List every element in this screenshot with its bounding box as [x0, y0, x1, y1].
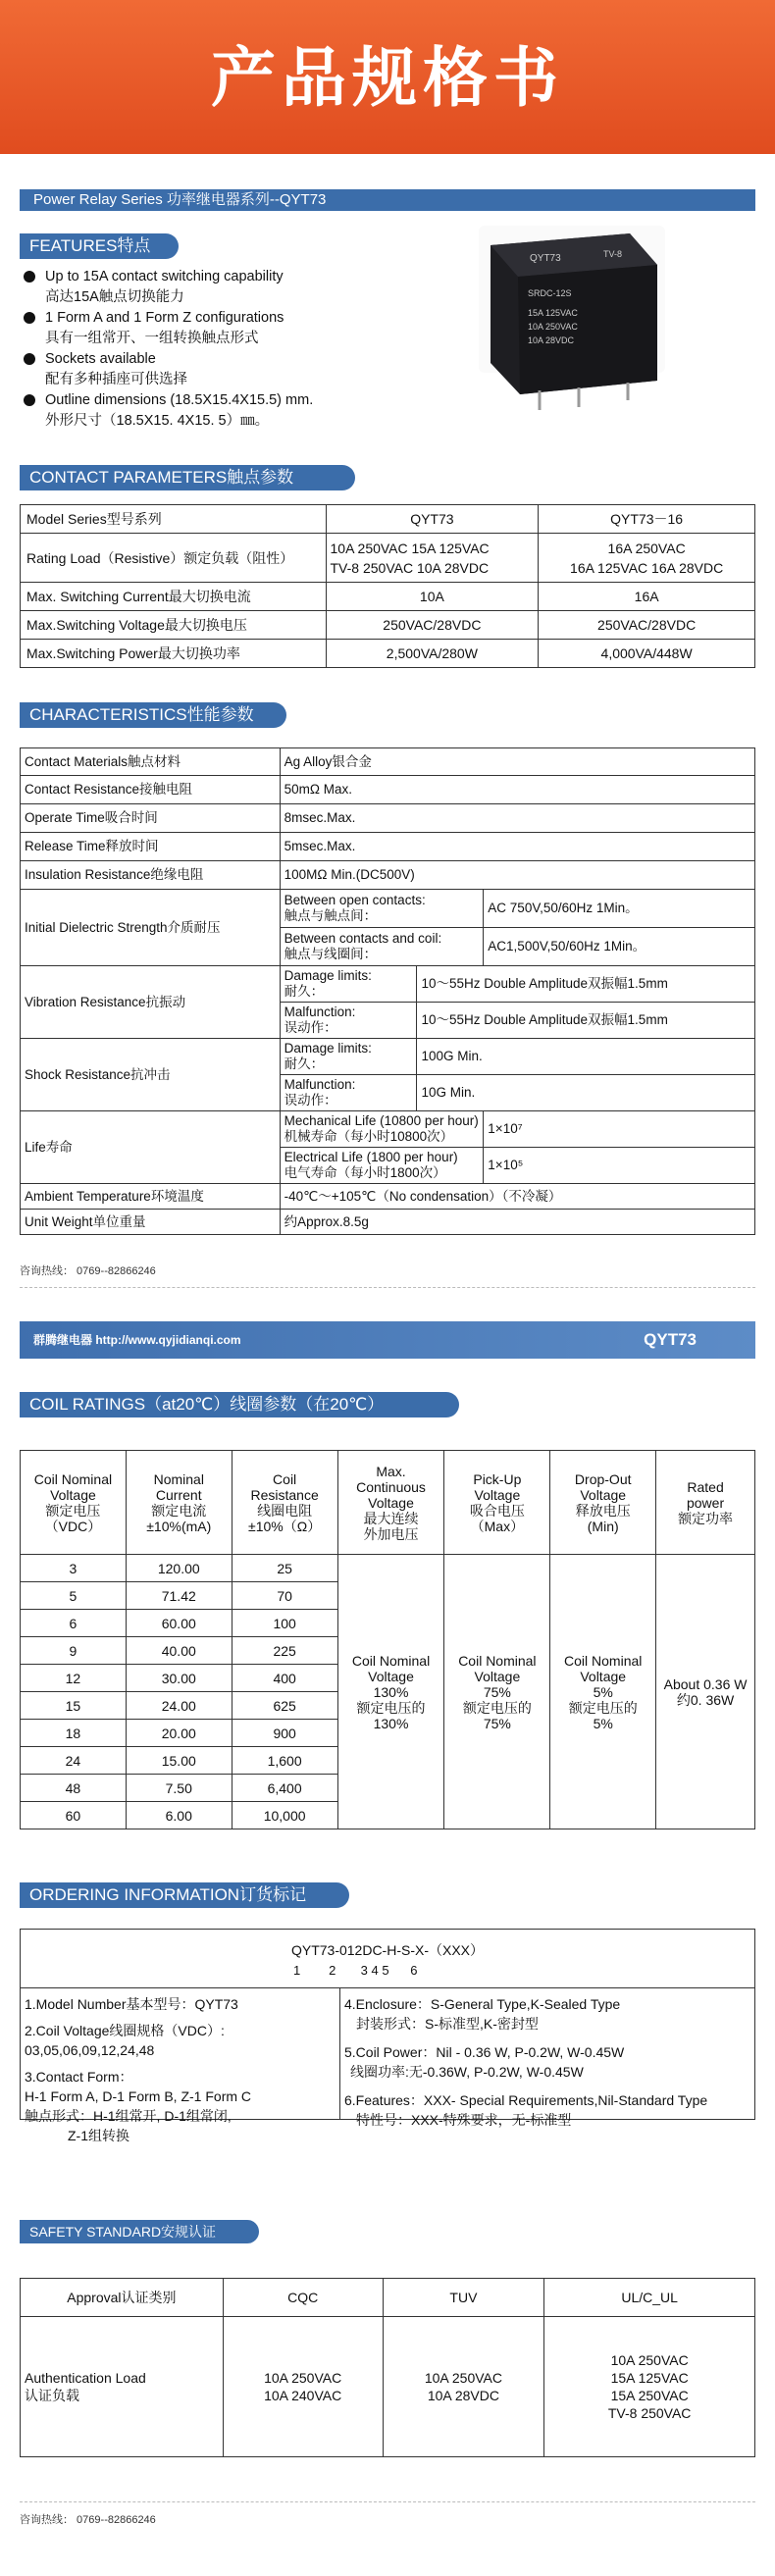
ordering-left: 1.Model Number基本型号：QYT73 2.Coil Voltage线圈规格（VDC）: 03,05,06,09,12,24,48 3.Contact Form： H-1 Form A, D-1 Form B, Z-1 Form C 触点形式：H-1组常开, D-1组常闭, Z-1组转换	[25, 1996, 252, 2143]
table-cell: Authentication Load 认证负载	[21, 2317, 224, 2457]
table-cell: 16A 250VAC 16A 125VAC 16A 28VDC	[539, 534, 755, 583]
table-cell: Coil Nominal Voltage 5% 额定电压的 5%	[550, 1555, 656, 1829]
page-title: 产品规格书	[211, 40, 564, 116]
divider	[20, 1287, 755, 1288]
table-cell: 10A 250VAC 15A 125VAC 15A 250VAC TV-8 250VAC	[544, 2317, 755, 2457]
ordering-right: 4.Enclosure：S-General Type,K-Sealed Type 封装形式：S-标准型,K-密封型 5.Coil Power：Nil - 0.36 W, P-0.2W, W-0.45W 线圈功率:无-0.36W, P-0.2W, W-0.45W 6.Features：XXX- Special Requirements,Nil-Standard Type 特性号：XXX-特殊要求，无-标准型	[344, 1996, 708, 2128]
table-cell: Approval认证类别	[21, 2279, 224, 2317]
table-cell: Rated power 额定功率	[656, 1451, 755, 1555]
ordering-heading: ORDERING INFORMATION订货标记	[20, 1882, 349, 1908]
table-cell: 约Approx.8.5g	[280, 1210, 754, 1235]
table-cell: Malfunction: 误动作：	[280, 1075, 417, 1111]
table-cell: UL/C_UL	[544, 2279, 755, 2317]
svg-text:TV-8: TV-8	[603, 249, 623, 259]
table-cell: Mechanical Life (10800 per hour) 机械寿命（每小时10800次）	[280, 1111, 484, 1148]
model-label: QYT73	[644, 1330, 697, 1349]
coil-table	[20, 1450, 755, 1829]
bullet-icon	[24, 271, 35, 283]
safety-table	[20, 2278, 755, 2457]
table-cell: 60	[21, 1802, 127, 1829]
table-cell: QYT73－16	[539, 505, 755, 534]
table-cell: 60.00	[126, 1610, 232, 1637]
table-cell: 3	[21, 1555, 127, 1582]
table-cell: Initial Dielectric Strength介质耐压	[21, 890, 281, 966]
relay-product-image	[461, 226, 667, 412]
table-cell: 15.00	[126, 1747, 232, 1775]
svg-text:10A 28VDC: 10A 28VDC	[528, 335, 575, 345]
table-cell: 10～55Hz Double Amplitude双振幅1.5mm	[417, 1003, 755, 1039]
table-cell: Contact Resistance接触电阻	[21, 776, 281, 804]
table-row	[21, 611, 755, 640]
table-cell: Max.Switching Power最大切换功率	[21, 640, 327, 668]
table-cell: 1×10⁵	[484, 1148, 755, 1184]
table-cell: 70	[232, 1582, 337, 1610]
table-header-row	[21, 2279, 755, 2317]
table-cell: 7.50	[126, 1775, 232, 1802]
table-cell: 1×10⁷	[484, 1111, 755, 1148]
table-cell: 10～55Hz Double Amplitude双振幅1.5mm	[417, 966, 755, 1003]
feature-item: 1 Form A and 1 Form Z configurations 具有一组常开、一组转换触点形式	[22, 308, 473, 349]
table-cell: About 0.36 W 约0. 36W	[656, 1555, 755, 1829]
features-heading: FEATURES特点	[20, 233, 179, 259]
table-cell: 10A 250VAC 10A 240VAC	[223, 2317, 383, 2457]
table-cell: Max.Switching Voltage最大切换电压	[21, 611, 327, 640]
table-cell: Unit Weight单位重量	[21, 1210, 281, 1235]
table-row	[21, 505, 755, 534]
table-cell: Coil Nominal Voltage 75% 额定电压的 75%	[444, 1555, 550, 1829]
table-cell: Max. Continuous Voltage 最大连续 外加电压	[337, 1451, 444, 1555]
table-row	[21, 1111, 755, 1148]
table-cell: 18	[21, 1720, 127, 1747]
feature-item: Sockets available 配有多种插座可供选择	[22, 349, 473, 390]
table-cell: 6,400	[232, 1775, 337, 1802]
table-cell: Max. Switching Current最大切换电流	[21, 583, 327, 611]
table-cell: 30.00	[126, 1665, 232, 1692]
table-cell: Nominal Current 额定电流 ±10%(mA)	[126, 1451, 232, 1555]
divider	[339, 1988, 340, 2119]
table-row	[21, 1184, 755, 1210]
table-cell: QYT73	[326, 505, 539, 534]
table-cell: Operate Time吸合时间	[21, 804, 281, 833]
contact-heading: CONTACT PARAMETERS触点参数	[20, 465, 355, 490]
table-cell: -40℃～+105℃（No condensation）（不冷凝）	[280, 1184, 754, 1210]
table-row	[21, 748, 755, 776]
series-bar: Power Relay Series 功率继电器系列--QYT73	[20, 189, 755, 211]
table-cell: Ambient Temperature环境温度	[21, 1184, 281, 1210]
table-cell: 120.00	[126, 1555, 232, 1582]
table-cell: AC 750V,50/60Hz 1Min。	[484, 890, 755, 928]
table-cell: 900	[232, 1720, 337, 1747]
feature-item: Up to 15A contact switching capability 高达15A触点切换能力	[22, 267, 473, 308]
table-row	[21, 776, 755, 804]
table-cell: 225	[232, 1637, 337, 1665]
table-row	[21, 1555, 755, 1582]
table-cell: Ag Alloy银合金	[280, 748, 754, 776]
svg-text:QYT73: QYT73	[530, 253, 561, 264]
table-cell: 12	[21, 1665, 127, 1692]
table-cell: TUV	[383, 2279, 544, 2317]
table-cell: Shock Resistance抗冲击	[21, 1039, 281, 1111]
table-cell: 100G Min.	[417, 1039, 755, 1075]
table-cell: 40.00	[126, 1637, 232, 1665]
ordering-box	[20, 1929, 755, 2143]
table-cell: 5	[21, 1582, 127, 1610]
table-cell: 4,000VA/448W	[539, 640, 755, 668]
svg-text:10A 250VAC: 10A 250VAC	[528, 322, 578, 332]
table-row	[21, 890, 755, 928]
table-cell: 9	[21, 1637, 127, 1665]
company-banner	[20, 1321, 755, 1359]
table-row	[21, 640, 755, 668]
table-cell: 10A	[326, 583, 539, 611]
table-cell: 25	[232, 1555, 337, 1582]
table-header-row	[21, 1451, 755, 1555]
coil-heading: COIL RATINGS（at20℃）线圈参数（在20℃）	[20, 1392, 459, 1417]
table-cell: 16A	[539, 583, 755, 611]
table-cell: 6	[21, 1610, 127, 1637]
table-cell: 250VAC/28VDC	[326, 611, 539, 640]
table-cell: 24	[21, 1747, 127, 1775]
table-cell: Rating Load（Resistive）额定负载（阻性）	[21, 534, 327, 583]
table-row	[21, 861, 755, 890]
table-row	[21, 966, 755, 1003]
table-cell: 71.42	[126, 1582, 232, 1610]
table-cell: 24.00	[126, 1692, 232, 1720]
table-cell: 5msec.Max.	[280, 833, 754, 861]
table-cell: Malfunction: 误动作：	[280, 1003, 417, 1039]
table-row	[21, 534, 755, 583]
table-cell: Coil Nominal Voltage 130% 额定电压的 130%	[337, 1555, 444, 1829]
divider	[20, 2501, 755, 2502]
table-cell: Coil Nominal Voltage 额定电压 （VDC）	[21, 1451, 127, 1555]
table-cell: 2,500VA/280W	[326, 640, 539, 668]
svg-text:SRDC-12S: SRDC-12S	[528, 288, 572, 298]
table-cell: Between contacts and coil: 触点与线圈间：	[280, 928, 484, 966]
table-cell: Insulation Resistance绝缘电阻	[21, 861, 281, 890]
table-cell: 6.00	[126, 1802, 232, 1829]
table-cell: 20.00	[126, 1720, 232, 1747]
table-cell: AC1,500V,50/60Hz 1Min。	[484, 928, 755, 966]
table-cell: 250VAC/28VDC	[539, 611, 755, 640]
table-cell: Life寿命	[21, 1111, 281, 1184]
table-cell: Contact Materials触点材料	[21, 748, 281, 776]
table-cell: Vibration Resistance抗振动	[21, 966, 281, 1039]
table-cell: 8msec.Max.	[280, 804, 754, 833]
table-row	[21, 1039, 755, 1075]
table-cell: 15	[21, 1692, 127, 1720]
table-cell: CQC	[223, 2279, 383, 2317]
table-cell: Drop-Out Voltage 释放电压 (Min)	[550, 1451, 656, 1555]
ordering-code: QYT73-012DC-H-S-X-（XXX）	[290, 1942, 485, 1958]
features-list	[22, 267, 473, 432]
table-row	[21, 1210, 755, 1235]
table-cell: 100	[232, 1610, 337, 1637]
table-cell: 10G Min.	[417, 1075, 755, 1111]
characteristics-table	[20, 747, 755, 1235]
table-cell: Damage limits: 耐久：	[280, 1039, 417, 1075]
table-cell: Release Time释放时间	[21, 833, 281, 861]
table-cell: 100MΩ Min.(DC500V)	[280, 861, 754, 890]
bullet-icon	[24, 394, 35, 406]
hotline-text-footer: 咨询热线： 0769--82866246	[20, 2514, 156, 2526]
table-cell: 400	[232, 1665, 337, 1692]
table-cell: Between open contacts: 触点与触点间：	[280, 890, 484, 928]
characteristics-heading: CHARACTERISTICS性能参数	[20, 702, 286, 728]
ordering-code-area	[21, 1930, 754, 1988]
table-cell: Electrical Life (1800 per hour) 电气寿命（每小时1800次）	[280, 1148, 484, 1184]
ordering-code-index: 1 2 3 4 5 6	[293, 1963, 418, 1978]
table-cell: Damage limits: 耐久：	[280, 966, 417, 1003]
contact-table	[20, 504, 755, 668]
table-row	[21, 833, 755, 861]
header-banner	[0, 0, 775, 154]
hotline-text: 咨询热线： 0769--82866246	[20, 1265, 156, 1277]
table-cell: 10A 250VAC 15A 125VAC TV-8 250VAC 10A 28VDC	[326, 534, 539, 583]
table-cell: Model Series型号系列	[21, 505, 327, 534]
feature-item: Outline dimensions (18.5X15.4X15.5) mm. 外形尺寸（18.5X15. 4X15. 5）㎜。	[22, 390, 473, 432]
table-cell: 10,000	[232, 1802, 337, 1829]
svg-text:15A 125VAC: 15A 125VAC	[528, 308, 578, 318]
table-cell: 1,600	[232, 1747, 337, 1775]
table-cell: 50mΩ Max.	[280, 776, 754, 804]
table-cell: 625	[232, 1692, 337, 1720]
table-cell: Pick-Up Voltage 吸合电压 （Max）	[444, 1451, 550, 1555]
table-row	[21, 804, 755, 833]
bullet-icon	[24, 312, 35, 324]
table-cell: 10A 250VAC 10A 28VDC	[383, 2317, 544, 2457]
table-row	[21, 2317, 755, 2457]
company-url[interactable]: 群腾继电器 http://www.qyjidianqi.com	[33, 1333, 241, 1347]
safety-heading: SAFETY STANDARD安规认证	[20, 2220, 259, 2243]
table-cell: 48	[21, 1775, 127, 1802]
bullet-icon	[24, 353, 35, 365]
table-row	[21, 583, 755, 611]
table-cell: Coil Resistance 线圈电阻 ±10%（Ω）	[232, 1451, 337, 1555]
